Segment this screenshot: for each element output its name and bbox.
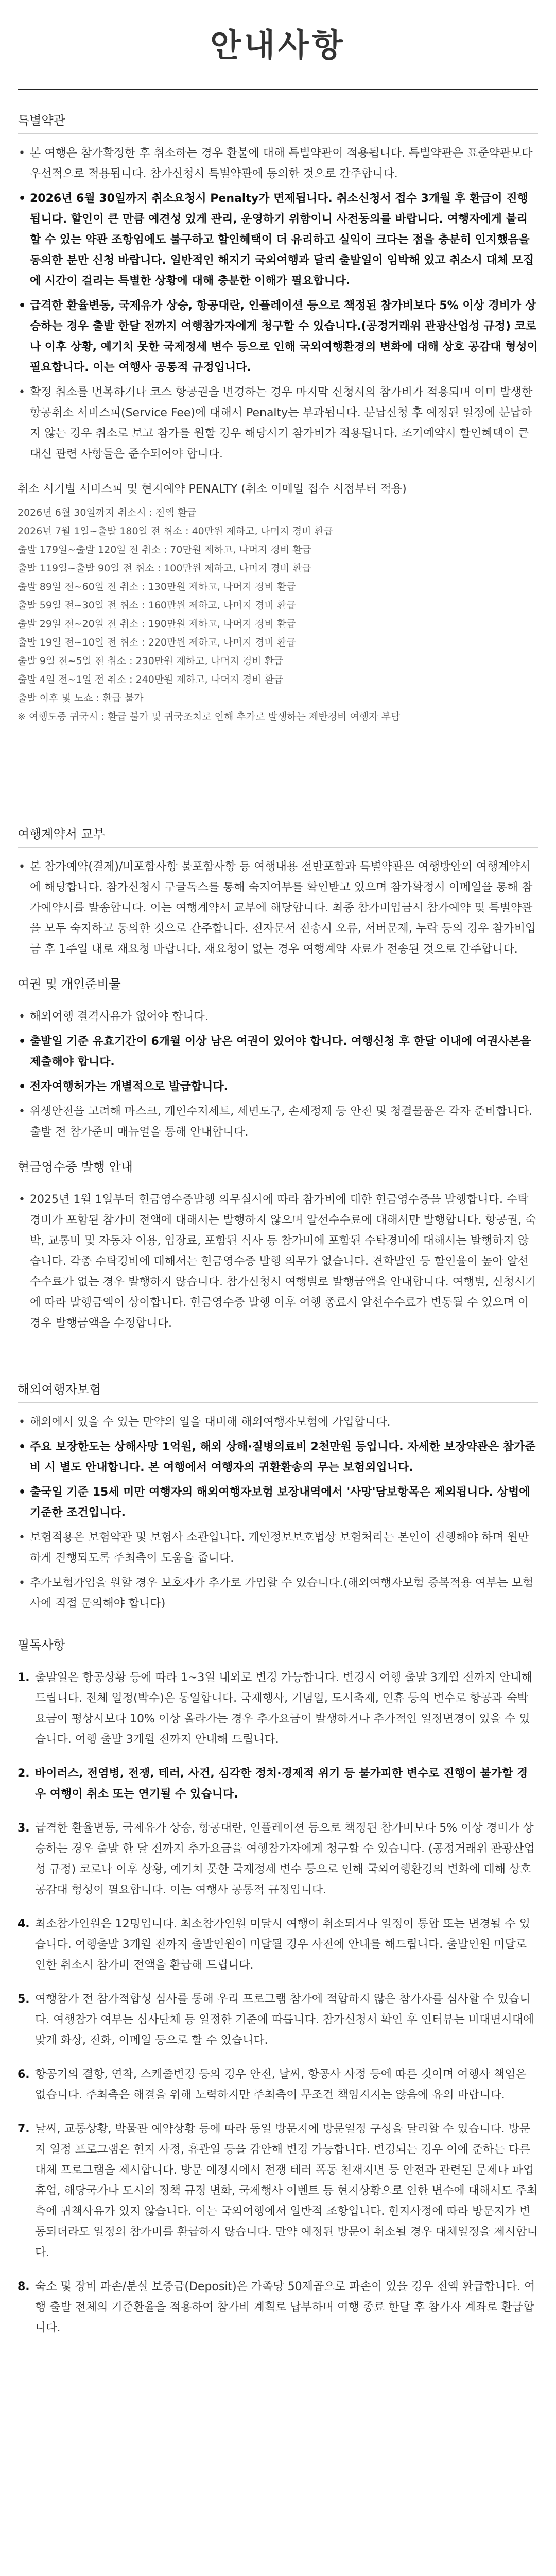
section-heading: 특별약관 bbox=[18, 113, 65, 128]
receipt-section bbox=[18, 1147, 538, 1334]
section-divider bbox=[18, 133, 538, 134]
bullet-item: • 해외에서 있을 수 있는 만약의 일을 대비해 해외여행자보험에 가입합니다. bbox=[18, 1412, 538, 1433]
bullet-item: • 출국일 기준 15세 미만 여행자의 해외여행자보험 보장내역에서 '사망'담보항목은 제외됩니다. 상법에 기준한 조건입니다. bbox=[18, 1482, 538, 1523]
penalty-row: 2026년 6월 30일까지 취소시 : 전액 환급 bbox=[18, 507, 197, 518]
notice-text: 바이러스, 전염병, 전쟁, 테러, 사건, 심각한 정치·경제적 위기 등 불가피한 변수로 진행이 불가할 경우 여행이 취소 또는 연기될 수 있습니다. bbox=[35, 1767, 528, 1801]
item-number: 3. bbox=[18, 1822, 30, 1835]
title-divider bbox=[18, 89, 538, 90]
penalty-row: 출발 89일 전~60일 전 취소 : 130만원 제하고, 나머지 경비 환급 bbox=[18, 581, 296, 592]
passport-section bbox=[18, 964, 538, 1143]
bullet-item: • 확정 취소를 번복하거나 코스 항공권을 변경하는 경우 마지막 신청시의 참가비가 적용되며 이미 발생한 항공취소 서비스피(Service Fee)에 대해서 Penalty는 부과됩니다. 분납신청 후 예정된 일정에 분납하지 않는 경우 취소로 보고 참가를 원할 경우 해당시기 참가비가 적용됩니다. 조기예약시 할인혜택이 큰 대신 관련 사항들은 준수되어야 합니다. bbox=[18, 382, 538, 465]
penalty-row: 출발 59일 전~30일 전 취소 : 160만원 제하고, 나머지 경비 환급 bbox=[18, 600, 296, 611]
notice-item bbox=[18, 1668, 538, 1750]
bullet-item: • 추가보험가입을 원할 경우 보호자가 추가로 가입할 수 있습니다.(해외여행자보험 중복적용 여부는 보험사에 직접 문의해야 합니다) bbox=[18, 1573, 538, 1614]
section-heading: 현금영수증 발행 안내 bbox=[18, 1160, 133, 1174]
item-number: 4. bbox=[18, 1918, 30, 1930]
item-number: 2. bbox=[18, 1767, 30, 1780]
insurance-section bbox=[18, 1379, 538, 1614]
bullet-item: • 위생안전을 고려해 마스크, 개인수저세트, 세면도구, 손세정제 등 안전 및 청결물품은 각자 준비합니다. 출발 전 참가준비 매뉴얼을 통해 안내합니다. bbox=[18, 1101, 538, 1143]
notice-text: 최소참가인원은 12명입니다. 최소참가인원 미달시 여행이 취소되거나 일정이 통합 또는 변경될 수 있습니다. 여행출발 3개월 전까지 출발인원이 미달될 경우 사전에 안내를 해드립니다. 출발인원 미달로 인한 취소시 참가비 전액을 환급해 드립니다. bbox=[35, 1918, 530, 1972]
penalty-row: 출발 4일 전~1일 전 취소 : 240만원 제하고, 나머지 경비 환급 bbox=[18, 674, 284, 685]
penalty-row: 출발 179일~출발 120일 전 취소 : 70만원 제하고, 나머지 경비 환급 bbox=[18, 544, 311, 555]
section-heading: 여권 및 개인준비물 bbox=[18, 977, 121, 991]
penalty-list bbox=[18, 503, 538, 726]
bullet-item: • 본 여행은 참가확정한 후 취소하는 경우 환불에 대해 특별약관이 적용됩니다. 특별약관은 표준약관보다 우선적으로 적용됩니다. 참가신청시 특별약관에 동의한 것으로 간주합니다. bbox=[18, 143, 538, 184]
notice-item bbox=[18, 2277, 538, 2338]
spacer bbox=[0, 726, 556, 803]
notice-text: 날씨, 교통상황, 박물관 예약상황 등에 따라 동일 방문지에 방문일정 구성을 달리할 수 있습니다. 방문지 일정 프로그램은 현지 사정, 휴관일 등을 감안해 변경 가능합니다. 변경되는 경우 이에 준하는 다른 대체 프로그램을 제시합니다. 방문 예정지에서 전쟁 테러 폭동 천재지변 등 안전과 관련된 문제나 파업 휴업, 해당국가나 도시의 정책 규정 변화, 국제행사 이벤트 등 현지상황으로 인한 변수에 대해서도 주최측에 귀책사유가 있지 않습니다. 이는 국외여행에서 일반적 조항입니다. 현지사정에 따라 방문지가 변동되더라도 일정의 참가비를 환급하지 않습니다. 만약 예정된 방문이 취소될 경우 대체일정을 제시합니다. bbox=[35, 2123, 538, 2259]
notice-item bbox=[18, 1914, 538, 1976]
section-heading: 필독사항 bbox=[18, 1638, 65, 1652]
penalty-note: ※ 여행도중 귀국시 : 환급 불가 및 귀국조치로 인해 추가로 발생하는 제반경비 여행자 부담 bbox=[18, 711, 401, 722]
notice-item bbox=[18, 2064, 538, 2106]
notice-text: 여행참가 전 참가적합성 심사를 통해 우리 프로그램 참가에 적합하지 않은 참가자를 심사할 수 있습니다. 여행참가 여부는 심사단체 등 일정한 기준에 따릅니다. 참가신청서 확인 후 인터뷰는 비대면시대에 맞게 화상, 전화, 이메일 등으로 할 수 있습니다. bbox=[35, 1993, 534, 2047]
notice-item bbox=[18, 1764, 538, 1805]
special-terms-section bbox=[18, 110, 538, 726]
bullet-item: • 급격한 환율변동, 국제유가 상승, 항공대란, 인플레이션 등으로 책정된 참가비보다 5% 이상 경비가 상승하는 경우 출발 한달 전까지 여행참가자에게 청구할 수 있습니다.(공정거래위 관광산업성 규정) 코로나 이후 상황, 예기치 못한 국제정세 변수 등으로 인해 국외여행환경의 변화에 대해 상호 공감대 형성이 필요합니다. 이는 여행사 공통적 규정입니다. bbox=[18, 296, 538, 378]
item-number: 8. bbox=[18, 2280, 30, 2293]
bullet-item: • 2026년 6월 30일까지 취소요청시 Penalty가 면제됩니다. 취소신청서 접수 3개월 후 환급이 진행됩니다. 할인이 큰 만큼 예견성 있게 관리, 운영하기 위함이니 사전동의를 바랍니다. 여행자에게 불리할 수 있는 약관 조항임에도 불구하고 할인혜택이 더 유리하고 실익이 크다는 점을 충분히 인지했음을 동의한 분만 신청 바랍니다. 일반적인 해지기 국외여행과 달리 출발일이 임박해 있고 취소시 대체 모집에 시간이 걸리는 특별한 상황에 대해 충분한 이해가 필요합니다. bbox=[18, 189, 538, 292]
item-number: 1. bbox=[18, 1671, 30, 1684]
bullet-item: • 보험적용은 보험약관 및 보험사 소관입니다. 개인정보보호법상 보험처리는 본인이 진행해야 하며 원만하게 진행되도록 주최측이 도움을 줍니다. bbox=[18, 1528, 538, 1569]
spacer bbox=[0, 1338, 556, 1359]
bullet-item: • 출발일 기준 유효기간이 6개월 이상 남은 여권이 있어야 합니다. 여행신청 후 한달 이내에 여권사본을 제출해야 합니다. bbox=[18, 1031, 538, 1073]
notice-text: 출발일은 항공상황 등에 따라 1~3일 내외로 변경 가능합니다. 변경시 여행 출발 3개월 전까지 안내해 드립니다. 전체 일정(박수)은 동일합니다. 국제행사, 기념일, 도시축제, 연휴 등의 변수로 항공과 숙박 요금이 평상시보다 10% 이상 올라가는 경우 추가요금이 발생하거나 추가적인 일정변경이 있을 수 있습니다. 여행 출발 3개월 전까지 안내해 드립니다. bbox=[35, 1671, 532, 1746]
section-divider bbox=[18, 1402, 538, 1403]
item-number: 5. bbox=[18, 1993, 30, 2006]
bullet-item: • 주요 보장한도는 상해사망 1억원, 해외 상해·질병의료비 2천만원 등입니다. 자세한 보장약관은 참가준비 시 별도 안내합니다. 본 여행에서 여행자의 귀환환송의 무는 보험외입니다. bbox=[18, 1437, 538, 1478]
section-heading: 여행계약서 교부 bbox=[18, 827, 105, 841]
bullet-item: • 본 참가예약(결제)/비포함사항 불포함사항 등 여행내용 전반포함과 특별약관은 여행방안의 여행계약서에 해당합니다. 참가신청시 구글독스를 통해 숙지여부를 확인받고 있으며 참가확정시 이메일을 통해 참가예약서를 발송합니다. 이는 여행계약서 교부에 해당합니다. 최종 참가비입금시 참가예약 및 특별약관을 모두 숙지하고 동의한 것으로 간주합니다. 전자문서 전송시 오류, 서버문제, 누락 등의 경우 참가비입금 후 1주일 내로 재요청 바랍니다. 재요청이 없는 경우 여행계약 자료가 전송된 것으로 간주합니다. bbox=[18, 857, 538, 960]
penalty-heading: 취소 시기별 서비스피 및 현지예약 PENALTY (취소 이메일 접수 시점부터 적용) bbox=[18, 483, 407, 496]
notice-item bbox=[18, 2119, 538, 2263]
notice-text: 항공기의 결항, 연착, 스케줄변경 등의 경우 안전, 날씨, 항공사 사정 등에 따른 것이며 여행사 책임은 없습니다. 주최측은 해결을 위해 노력하지만 주최측이 무조건 책임지지는 않음에 유의 바랍니다. bbox=[35, 2068, 527, 2102]
penalty-row: 출발 29일 전~20일 전 취소 : 190만원 제하고, 나머지 경비 환급 bbox=[18, 618, 296, 630]
penalty-row: 2026년 7월 1일~출발 180일 전 취소 : 40만원 제하고, 나머지 경비 환급 bbox=[18, 526, 334, 537]
contract-section bbox=[18, 824, 538, 960]
bullet-item: • 2025년 1월 1일부터 현금영수증발행 의무실시에 따라 참가비에 대한 현금영수증을 발행합니다. 수탁경비가 포함된 참가비 전액에 대해서는 발행하지 않으며 알선수수료에 대해서만 발행합니다. 항공권, 숙박, 교통비 및 자동차 이용, 입장료, 포함된 식사 등 참가비에 포함된 수탁경비에 대해서는 발행하지 않습니다. 각종 수탁경비에 대해서는 현금영수증 발행 의무가 없습니다. 견학발인 등 할인율이 높아 알선수수료가 없는 경우 발행하지 않습니다. 참가신청시 여행별로 발행금액을 안내합니다. 여행별, 신청시기에 따라 발행금액이 상이합니다. 현금영수증 발행 이후 여행 종료시 알선수수료가 변동될 수 있으며 이 경우 발행금액을 수정합니다. bbox=[18, 1190, 538, 1334]
penalty-row: 출발 이후 및 노쇼 : 환급 불가 bbox=[18, 692, 144, 704]
section-heading: 해외여행자보험 bbox=[18, 1382, 101, 1397]
penalty-row: 출발 9일 전~5일 전 취소 : 230만원 제하고, 나머지 경비 환급 bbox=[18, 655, 284, 667]
bullet-item: • 해외여행 결격사유가 없어야 합니다. bbox=[18, 1007, 538, 1027]
must-read-section bbox=[18, 1635, 538, 2338]
bullet-item: • 전자여행허가는 개별적으로 발급합니다. bbox=[18, 1077, 538, 1097]
page-title: 안내사항 bbox=[210, 26, 346, 64]
penalty-row: 출발 119일~출발 90일 전 취소 : 100만원 제하고, 나머지 경비 환급 bbox=[18, 563, 311, 574]
notice-item bbox=[18, 1989, 538, 2051]
notice-item bbox=[18, 1818, 538, 1901]
item-number: 7. bbox=[18, 2123, 30, 2136]
notice-text: 급격한 환율변동, 국제유가 상승, 항공대란, 인플레이션 등으로 책정된 참가비보다 5% 이상 경비가 상승하는 경우 출발 한 달 전까지 추가요금을 여행참가자에게 청구할 수 있습니다. (공정거래위 관광산업성 규정) 코로나 이후 상황, 예기치 못한 국제정세 변수 등으로 인해 국외여행환경의 변화에 대해 상호 공감대 형성이 필요합니다. 이는 여행사 공통적 규정입니다. bbox=[35, 1822, 535, 1896]
item-number: 6. bbox=[18, 2068, 30, 2081]
penalty-row: 출발 19일 전~10일 전 취소 : 220만원 제하고, 나머지 경비 환급 bbox=[18, 637, 296, 648]
section-divider bbox=[18, 847, 538, 848]
notice-text: 숙소 및 장비 파손/분실 보증금(Deposit)은 가족당 50제곱으로 파손이 있을 경우 전액 환급합니다. 여행 출발 전체의 기준환율을 적용하여 참가비 계획로 납부하며 여행 종료 한달 후 참가자 계좌로 환급합니다. bbox=[35, 2280, 535, 2334]
